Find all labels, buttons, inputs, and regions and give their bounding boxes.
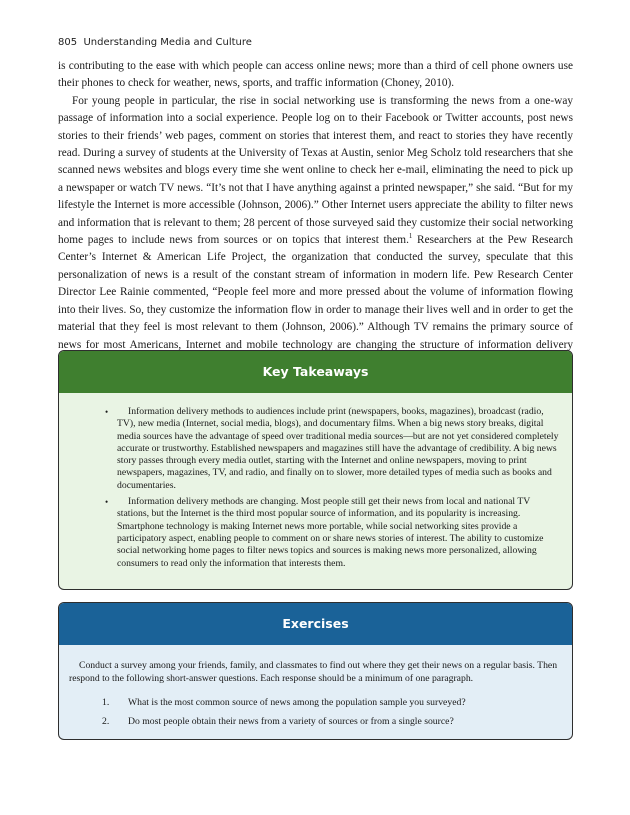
paragraph-2-part-a: For young people in particular, the rise in social networking use is transforming the news from a one-way passage of information into a social experience. People log on to their Facebook or Twitter accounts, post news stories to their friends’ web pages, comment on stories that interest them, and react to stories they have recently read. During a survey of students at the University of Texas at Austin, senior Meg Scholz told researchers that she scanned news websites and blogs every time she went online to check her e-mail, eliminating the need to pick up a newspaper or watch TV news. “It’s not that I have anything against a printed newspaper,” she said. “But for my lifestyle the Internet is more accessible (Johnson, 2006).” Other Internet users appreciate the ability to filter news and information that is relevant to them; 28 percent of those surveyed said they customize their social networking home pages to include news from sources or on topics that interest them. bbox=[58, 94, 573, 247]
footnote-ref[interactable]: 1 bbox=[408, 232, 413, 241]
takeaway-text: Information delivery methods to audiences include print (newspapers, books, magazines), broadcast (radio, TV), new media (Internet, social media, blogs), and documentary films. When a big news story breaks, digital media sources have the advantage of speed over traditional media sources—but are not yet considered completely accurate or trustworthy. Established newspapers and magazines still have the advantage of credibility. A big news story passes through every media outlet, starting with the Internet and online newspapers, moving to print newspapers, magazines, TV, and radio, and finally on to slower, more detailed types of media such as books and documentaries. bbox=[117, 406, 559, 491]
list-item bbox=[102, 696, 542, 709]
exercises-box bbox=[58, 602, 573, 740]
list-item bbox=[105, 496, 562, 570]
main-text bbox=[58, 58, 573, 371]
exercises-intro: Conduct a survey among your friends, family, and classmates to find out where they get their news on a regular basis. Then respond to the following short-answer questions. Each response should be a minimum of one paragraph. bbox=[69, 660, 558, 684]
question-number: 2. bbox=[102, 716, 110, 727]
paragraph-2-part-b: Researchers at the Pew Research Center’s Internet & American Life Project, the organization that conducted the survey, speculate that this personalization of news is a result of the constant stream of information in modern life. Pew Research Center Director Lee Rainie commented, “People feel more and more pressed about the volume of information flowing into their lives. So, they customize the information flow in order to manage their lives well and in order to get the material that they feel is most relevant to them (Johnson, 2006).” Although TV remains the primary source of news for most Americans, Internet and mobile technology are changing the structure of information delivery bbox=[58, 234, 573, 351]
list-item bbox=[105, 406, 562, 492]
list-item bbox=[102, 715, 542, 728]
paragraph-1: is contributing to the ease with which people can access online news; more than a third of cell phone owners use their phones to check for weather, news, sports, and traffic information (Choney, 2010). bbox=[58, 60, 573, 90]
bullet-icon: • bbox=[105, 407, 109, 417]
page-number: 805 bbox=[58, 37, 78, 48]
question-text: Do most people obtain their news from a variety of sources or from a single source? bbox=[128, 716, 454, 727]
takeaway-text: Information delivery methods are changing. Most people still get their news from local and national TV stations, but the Internet is the third most popular source of information, and its popularity is increasing. Smartphone technology is making Internet news more portable, while social networking sites provide a participatory aspect, enabling people to comment on or share news stories of interest. The ability to customize social networking home pages to filter news topics and sources is making news more personalized, allowing consumers to read only the information that interests them. bbox=[117, 496, 544, 569]
bullet-icon: • bbox=[105, 497, 109, 508]
paragraph-2 bbox=[58, 93, 573, 372]
book-title: Understanding Media and Culture bbox=[83, 37, 252, 48]
key-takeaways-list bbox=[105, 406, 562, 574]
question-number: 1. bbox=[102, 697, 110, 708]
key-takeaways-box bbox=[58, 350, 573, 590]
exercises-questions bbox=[102, 696, 542, 734]
running-head bbox=[58, 37, 252, 48]
exercises-title: Exercises bbox=[59, 603, 572, 645]
key-takeaways-title: Key Takeaways bbox=[59, 351, 572, 393]
question-text: What is the most common source of news among the population sample you surveyed? bbox=[128, 697, 466, 708]
